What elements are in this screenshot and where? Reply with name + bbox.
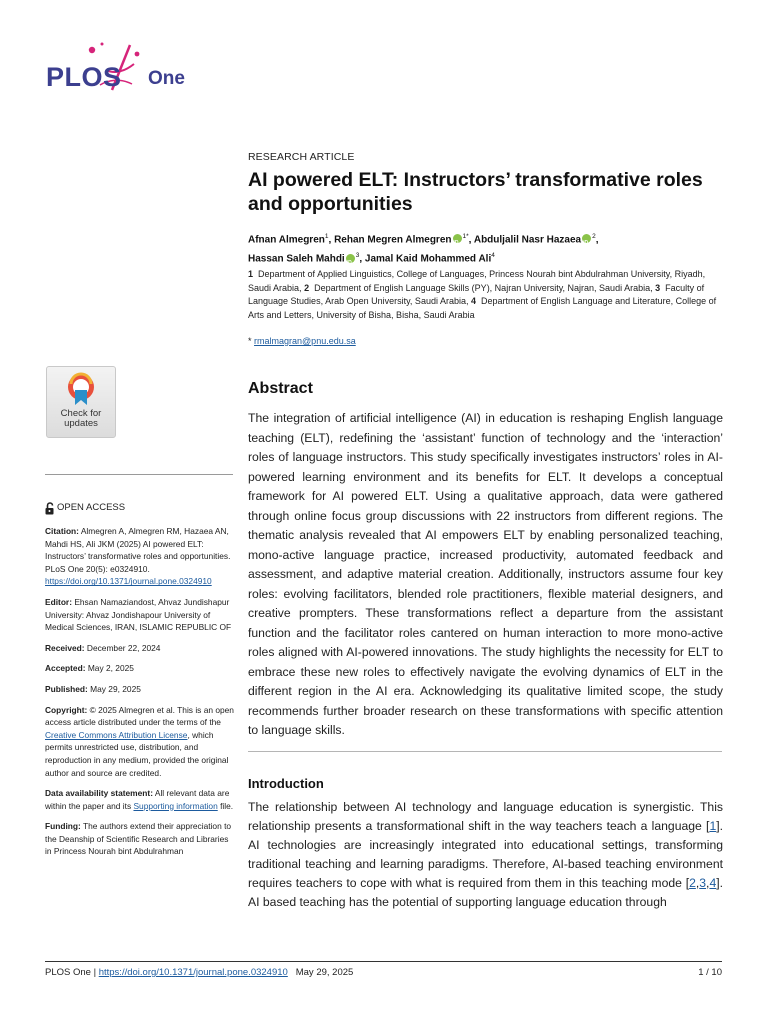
bookmark-ribbon-icon — [66, 372, 96, 406]
data-availability-block — [45, 787, 235, 812]
author-affiliation-marker: 2 — [592, 233, 596, 240]
editor-block — [45, 596, 235, 634]
plos-one-logo — [42, 40, 202, 100]
corresponding-email-link[interactable]: rmalmagran@pnu.edu.sa — [254, 336, 356, 346]
author-affiliation-marker: 1* — [462, 233, 469, 240]
editor-text: Ehsan Namaziandost, Ahvaz Jundishapur University: Ahvaz Jondishapour University of Medical Sciences, IRAN, ISLAMIC REPUBLIC OF — [45, 596, 232, 633]
logo-plos-text: PLOS — [46, 62, 122, 92]
published-label: Published: — [45, 683, 88, 694]
copyright-text: © 2025 Almegren et al. This is an open access article distributed under the terms of the — [45, 704, 234, 728]
open-access-badge — [45, 502, 235, 515]
logo-one-text: One — [148, 68, 185, 89]
page-footer — [45, 967, 722, 978]
affiliation-number: 1 — [248, 269, 254, 279]
article-title: AI powered ELT: Instructors’ transformative roles and opportunities — [248, 169, 703, 215]
check-for-updates-line2: updates — [64, 418, 98, 429]
abstract-text: The integration of artificial intelligence (AI) in education is reshaping English language teaching (ELT), redefining the ‘assistant’ function of technology and the ‘interaction’ roles of language instructors. This study specifically investigates instructors’ roles in AI-powered learning environment and its benefits for ELT. It develops a conceptual framework for AI powered ELT. Using a qualitative approach, data were gathered through online focus group discussions with 22 instructors from different regions. The thematic analysis revealed that AI empowers ELT by enabling personalized teaching, mono-active language practice, increased productivity, automated feedback and assessment, and adaptive material creation. Additionally, instructors assume four key roles: evolving facilitators, blended role practitioners, flexible material designers, and creative prompters. These transformations reflect a departure from the assistant function and the facilitator roles cantered on human interaction to more mono-active roles aligned with AI-powered innovations. The study highlights the necessity for ELT to embrace these new roles to effectively navigate the evolving dynamics of ELT in the different region in the AI era. Acknowledging its qualitative limited scope, the study recommends further broader research on these transformations with specific attention to language skills. — [248, 411, 723, 737]
author-affiliation-marker: 4 — [491, 252, 495, 260]
supporting-information-link[interactable]: Supporting information — [133, 800, 218, 811]
article-type: RESEARCH ARTICLE — [248, 151, 355, 163]
affiliation-text: Department of Applied Linguistics, College of Languages, Princess Nourah bint Abdulrahman University, Riyadh, Saudi Arabia, — [248, 269, 706, 293]
corresponding-star: * — [248, 336, 252, 346]
open-access-label: OPEN ACCESS — [57, 502, 126, 514]
received-label: Received: — [45, 642, 85, 653]
affiliations — [248, 268, 728, 322]
citation-block — [45, 525, 235, 588]
footer-separator: | — [93, 967, 97, 978]
affiliation-number: 4 — [471, 296, 477, 306]
footer-divider — [45, 961, 722, 962]
affiliation-text: Faculty of Language Studies, Arab Open University, Saudi Arabia, — [248, 282, 705, 306]
funding-text: The authors extend their appreciation to the Deanship of Scientific Research and Libraries in Princess Nourah bint Abdulrahman — [45, 821, 232, 857]
data-availability-label: Data availability statement: — [45, 788, 153, 799]
accepted-label: Accepted: — [45, 663, 86, 674]
footer-journal: PLOS One — [45, 967, 91, 978]
published-block — [45, 683, 235, 696]
reference-link[interactable]: 3 — [699, 876, 707, 890]
affiliation-number: 3 — [655, 282, 661, 293]
footer-doi-link[interactable]: https://doi.org/10.1371/journal.pone.0324910 — [98, 967, 288, 978]
reference-link[interactable]: 1 — [709, 819, 717, 833]
data-availability-text-cont: file. — [220, 800, 234, 811]
author-affiliation-marker: 3 — [355, 252, 360, 260]
check-for-updates-line1: Check for — [60, 408, 102, 419]
corresponding-author — [248, 336, 356, 346]
copyright-text-cont: , which permits unrestricted use, distribution, and reproduction in any medium, provided the original author and source are credited. — [45, 729, 229, 778]
introduction-heading: Introduction — [248, 776, 324, 791]
received-block — [45, 642, 235, 655]
page-number: 1 / 10 — [698, 967, 722, 978]
introduction-text: The relationship between AI technology and language education is synergistic. This relationship presents a transformational shift in the way teachers teach a language [1]. AI technologies are increasingly integrated into educational settings, transforming traditional teaching and learning paradigms. Therefore, AI-based teaching environment requires teachers to cope with what is required from them in this teaching mode [2,3,4]. AI based teaching has the potential of supporting language education through — [248, 800, 723, 909]
orcid-icon[interactable] — [582, 234, 591, 243]
author-name: Abduljalil Nasr Hazaea — [473, 234, 582, 246]
introduction-text-part: The relationship between AI technology and language education is synergistic. This relationship presents a transformational shift in the way teachers teach a language [ — [248, 800, 723, 833]
published-date: May 29, 2025 — [90, 683, 141, 694]
author-name: Afnan Almegren — [248, 234, 325, 246]
editor-label: Editor: — [45, 596, 72, 607]
citation-doi-link[interactable]: https://doi.org/10.1371/journal.pone.0324910 — [45, 576, 212, 587]
article-info-sidebar — [45, 502, 235, 866]
open-lock-icon — [45, 502, 55, 515]
accepted-date: May 2, 2025 — [87, 663, 134, 674]
citation-label: Citation: — [45, 526, 79, 536]
reference-link[interactable]: 4 — [709, 876, 717, 890]
check-for-updates-label — [47, 409, 115, 429]
abstract-heading: Abstract — [248, 380, 313, 397]
copyright-label: Copyright: — [45, 704, 88, 715]
introduction-text-part: ]. AI based teaching has the potential of supporting language education through — [248, 876, 723, 909]
orcid-icon[interactable] — [346, 254, 355, 263]
funding-label: Funding: — [45, 821, 81, 832]
introduction-text-part: ]. AI technologies are increasingly integrated into educational settings, transforming traditional teaching and learning paradigms. Therefore, AI-based teaching environment requires teachers to cope with what is required from them in this teaching mode [ — [248, 819, 723, 890]
license-link[interactable]: Creative Commons Attribution License — [45, 729, 188, 740]
sidebar-divider — [45, 474, 233, 475]
affiliation-text: Department of English Language and Literature, College of Arts and Letters, University of Bisha, Bisha, Saudi Arabia — [248, 296, 717, 320]
abstract-divider — [248, 751, 722, 752]
author-name: Rehan Megren Almegren — [334, 234, 452, 246]
data-availability-text: All relevant data are within the paper and its — [45, 788, 230, 811]
reference-link[interactable]: 2 — [689, 876, 696, 890]
author-name: Jamal Kaid Mohammed Ali — [364, 253, 492, 265]
orcid-icon[interactable] — [453, 234, 462, 243]
funding-block — [45, 820, 235, 858]
author-list: Afnan Almegren$^1$, Rehan Megren AlmegreniD $^{1*}$, Abduljalil Nasr HazaeaiD $^2$, Hassan Saleh MahdiiD $^3$, Jamal Kaid Mohammed Ali$^4$ — [248, 229, 728, 268]
check-for-updates-button[interactable] — [46, 366, 116, 438]
author-name: Hassan Saleh Mahdi — [248, 253, 345, 265]
received-date: December 22, 2024 — [86, 642, 161, 653]
author-affiliation-marker: 1 — [324, 233, 329, 240]
affiliation-number: 2 — [304, 282, 310, 293]
copyright-block — [45, 704, 235, 780]
footer-date: May 29, 2025 — [295, 967, 354, 978]
affiliation-text: Department of English Language Skills (PY), Najran University, Najran, Saudi Arabia, — [314, 282, 653, 293]
citation-text: Almegren A, Almegren RM, Hazaea AN, Mahdi HS, Ali JKM (2025) AI powered ELT: Instructors’ transformative roles and opportunities. PLoS One 20(5): e0324910. — [45, 526, 231, 574]
accepted-block — [45, 662, 235, 675]
